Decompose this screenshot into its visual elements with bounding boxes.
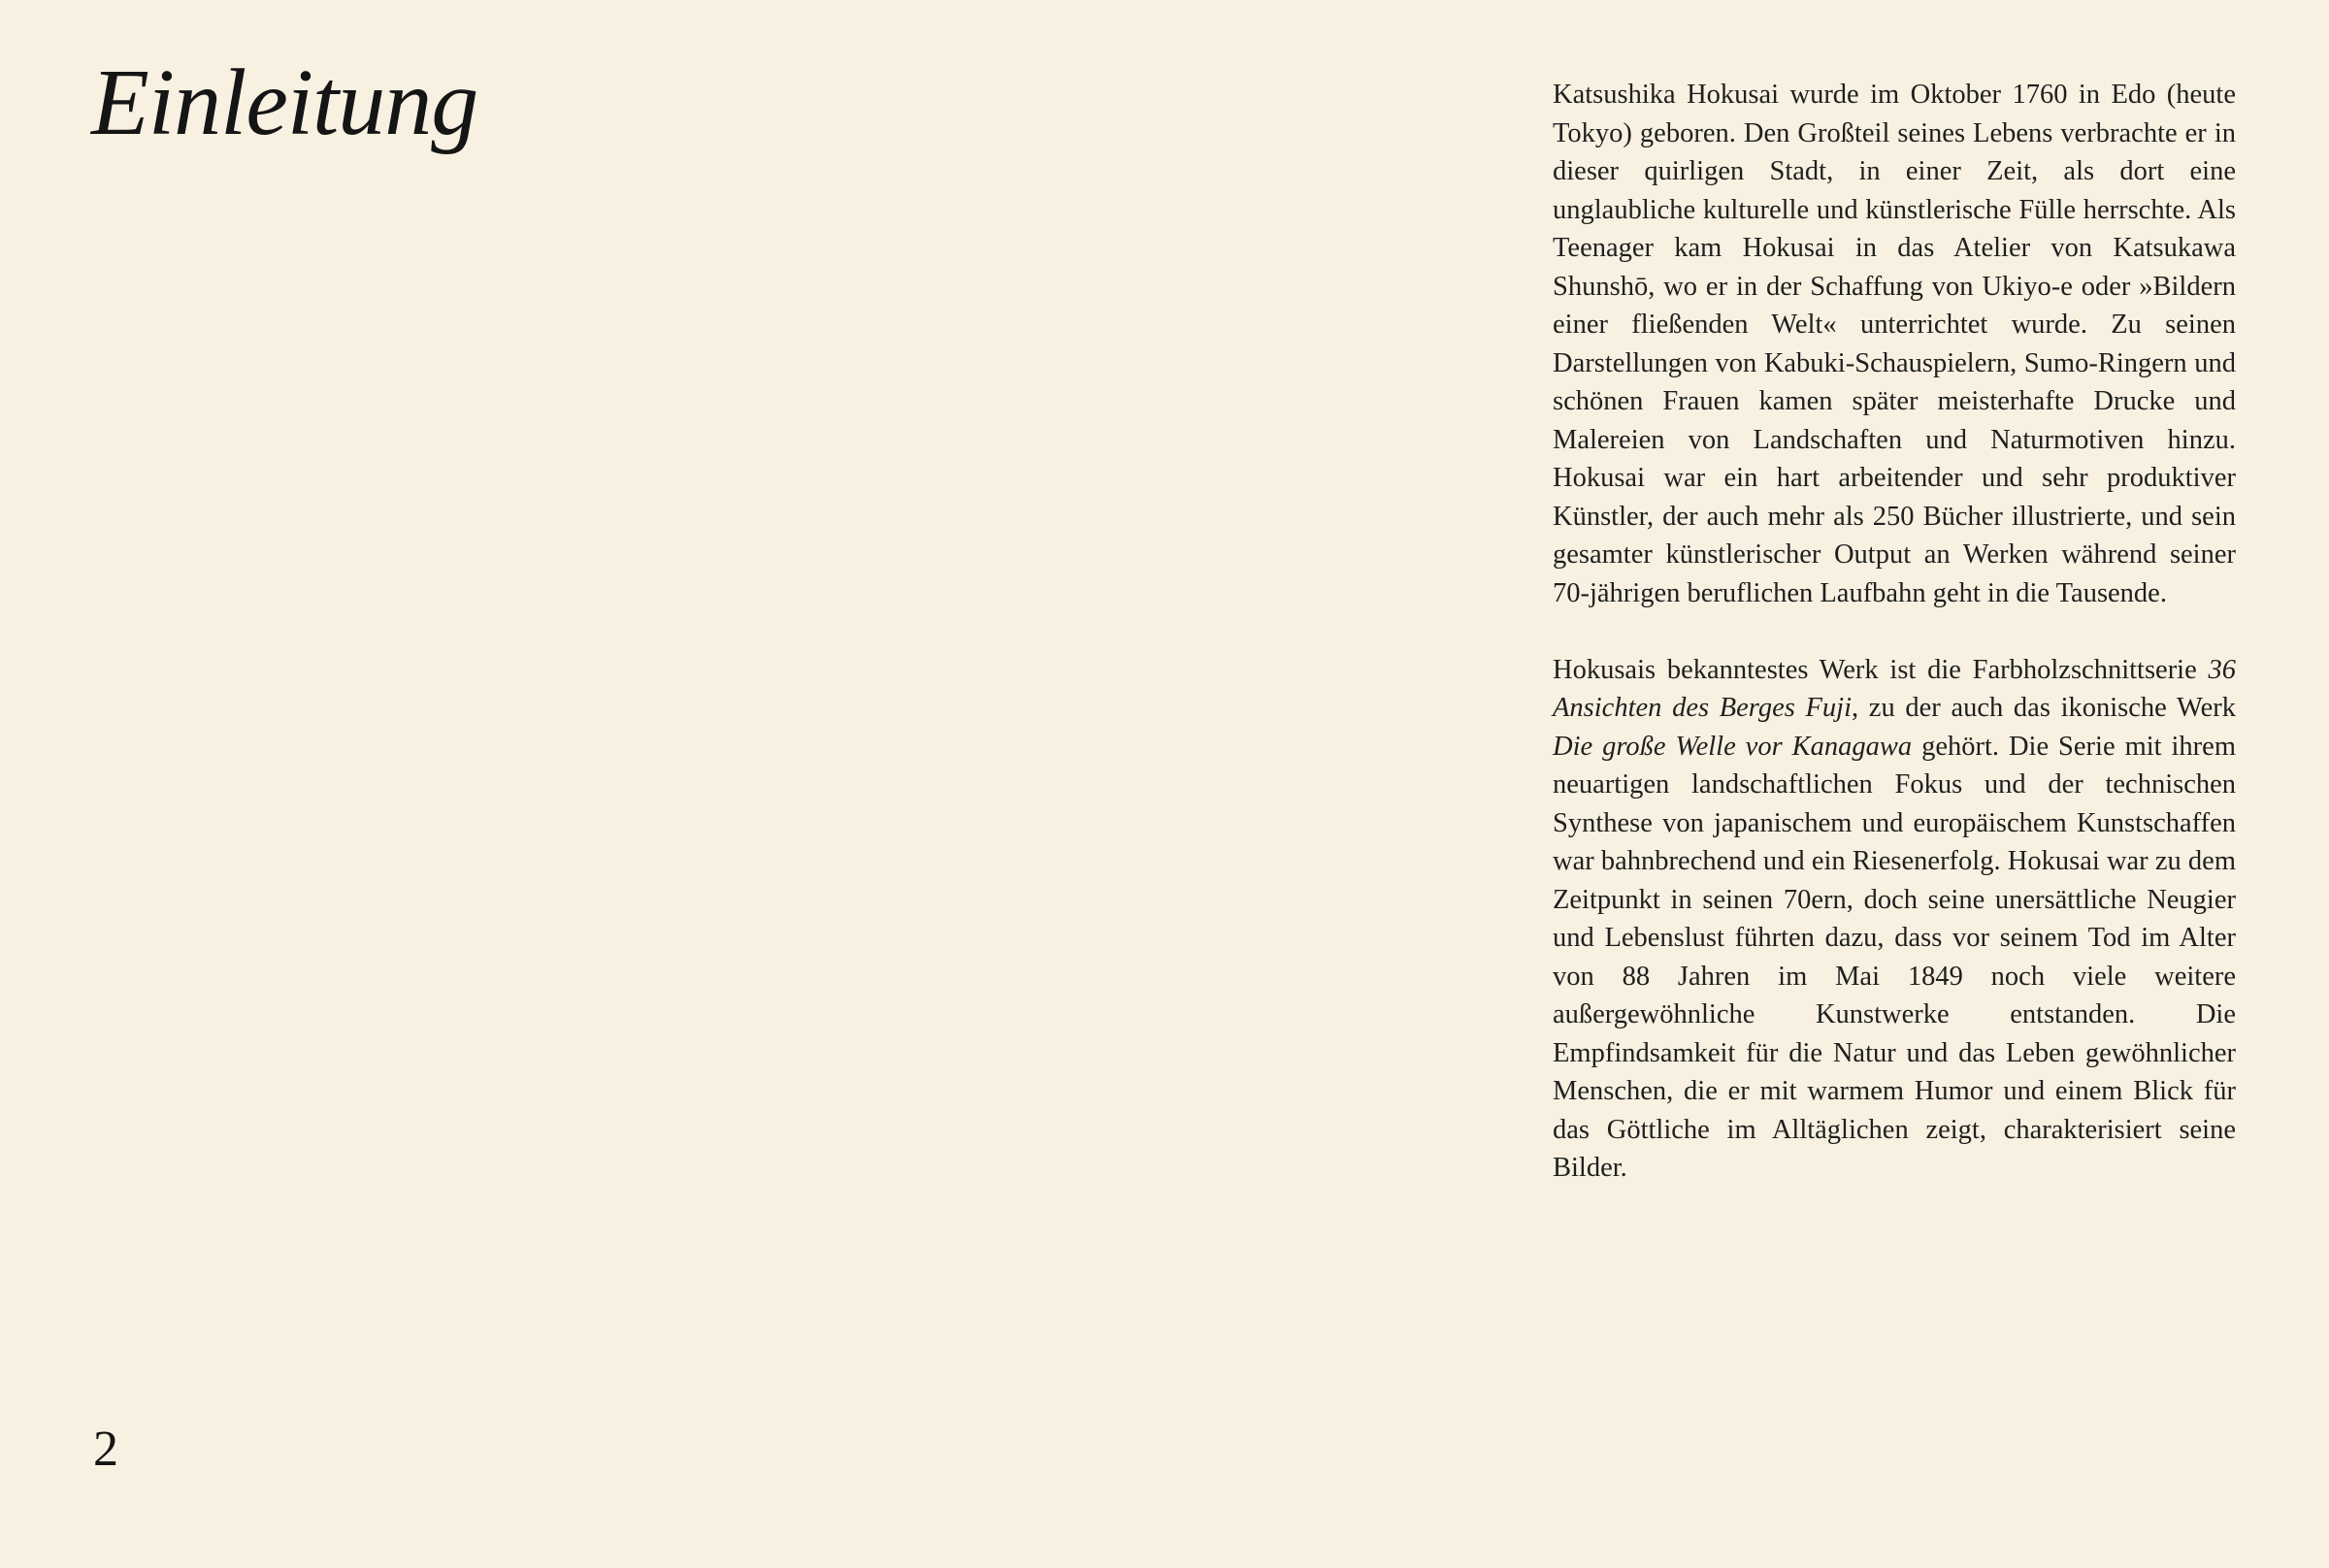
page-number: 2	[93, 1421, 118, 1477]
paragraph-2-text-part-1: Hokusais bekanntestes Werk ist die Farbholzschnittserie	[1553, 654, 2209, 685]
artwork-title-36-ansichten: 36 Ansichten des Berges Fuji	[1553, 654, 2236, 723]
body-text-column	[1553, 76, 2236, 1188]
paragraph-2-text-part-2: , zu der auch das ikonische Werk	[1852, 693, 2236, 723]
body-paragraph-2	[1553, 651, 2236, 1188]
artwork-title-grosse-welle: Die große Welle vor Kanagawa	[1553, 731, 1913, 762]
body-paragraph-1: Katsushika Hokusai wurde im Oktober 1760 in Edo (heute Tokyo) geboren. Den Großteil seines Lebens verbrachte er in dieser quirligen Stadt, in einer Zeit, als dort eine unglaubliche kulturelle und künstlerische Fülle herrschte. Als Teenager kam Hokusai in das Atelier von Katsukawa Shunshō, wo er in der Schaffung von Ukiyo-e oder »Bildern einer fließenden Welt« unterrichtet wurde. Zu seinen Darstellungen von Kabuki-Schauspielern, Sumo-Ringern und schönen Frauen kamen später meisterhafte Drucke und Malereien von Landschaften und Naturmotiven hinzu. Hokusai war ein hart arbeitender und sehr produktiver Künstler, der auch mehr als 250 Bücher illustrierte, und sein gesamter künstlerischer Output an Werken während seiner 70-jährigen beruflichen Laufbahn geht in die Tausende.	[1553, 80, 2236, 608]
paragraph-2-text-part-3: gehört. Die Serie mit ihrem neuartigen landschaftlichen Fokus und der technischen Synthese von japanischem und europäischem Kunstschaffen war bahnbrechend und ein Riesenerfolg. Hokusai war zu dem Zeitpunkt in seinen 70ern, doch seine unersättliche Neugier und Lebenslust führten dazu, dass vor seinem Tod im Alter von 88 Jahren im Mai 1849 noch viele weitere außergewöhnliche Kunstwerke entstanden. Die Empfindsamkeit für die Natur und das Leben gewöhnlicher Menschen, die er mit warmem Humor und einem Blick für das Göttliche im Alltäglichen zeigt, charakterisiert seine Bilder.	[1553, 731, 2236, 1183]
chapter-heading: Einleitung	[91, 50, 478, 155]
